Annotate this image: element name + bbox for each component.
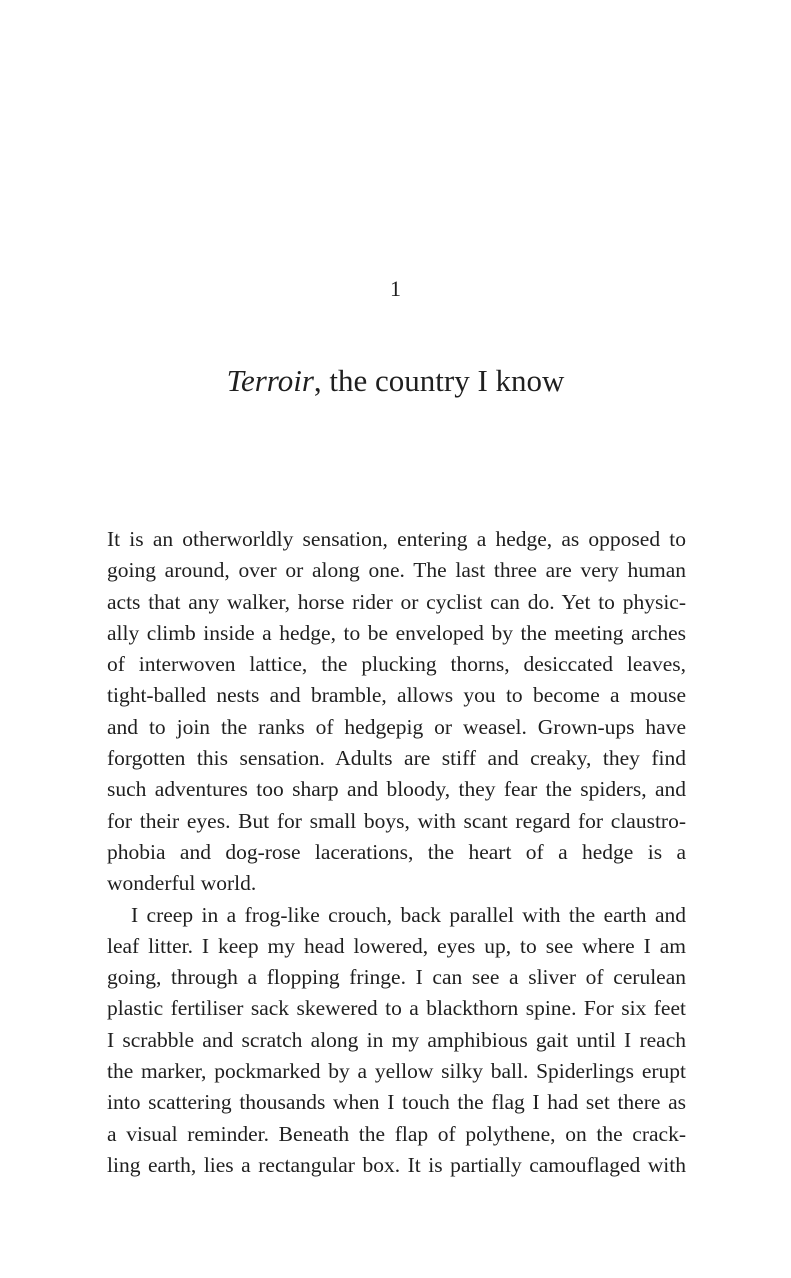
paragraph-1-line: wonderful world. — [107, 871, 257, 896]
paragraph-2-line: the marker, pockmarked by a yellow silky ball. Spiderlings erupt — [107, 1059, 686, 1084]
paragraph-2-line: I scrabble and scratch along in my amphibious gait until I reach — [107, 1027, 686, 1052]
paragraph-2-line: into scattering thousands when I touch the flag I had set there as — [107, 1090, 686, 1115]
paragraph-1-line: It is an otherworldly sensation, entering a hedge, as opposed to — [107, 527, 686, 551]
paragraph-1-line: acts that any walker, horse rider or cyclist can do. Yet to physic- — [107, 589, 686, 614]
paragraph-1-line: for their eyes. But for small boys, with scant regard for claustro- — [107, 808, 686, 833]
paragraph-1-line: and to join the ranks of hedgepig or weasel. Grown-ups have — [107, 714, 686, 739]
paragraph-2-line: I creep in a frog-like crouch, back parallel with the earth and — [131, 902, 686, 927]
paragraph-1-line: forgotten this sensation. Adults are stiff and creaky, they find — [107, 746, 686, 771]
body-text — [107, 524, 686, 1181]
paragraph-1-line: ally climb inside a hedge, to be enveloped by the meeting arches — [107, 620, 686, 645]
chapter-title-rest: , the country I know — [313, 363, 565, 398]
paragraph-1-line: going around, over or along one. The last three are very human — [107, 558, 686, 583]
paragraph-2-line: going, through a flopping fringe. I can see a sliver of cerulean — [107, 965, 686, 990]
chapter-title-italic: Terroir — [226, 363, 314, 398]
paragraph-1-line: phobia and dog-rose lacerations, the heart of a hedge is a — [107, 839, 686, 864]
paragraph-2-line: leaf litter. I keep my head lowered, eyes up, to see where I am — [107, 933, 686, 958]
paragraph-1-line: of interwoven lattice, the plucking thorns, desiccated leaves, — [107, 652, 686, 677]
paragraph-2-line: a visual reminder. Beneath the flap of polythene, on the crack- — [107, 1121, 686, 1146]
paragraph-1-line: such adventures too sharp and bloody, they fear the spiders, and — [107, 777, 686, 802]
chapter-number: 1 — [390, 276, 401, 301]
paragraph-2-line: plastic fertiliser sack skewered to a blackthorn spine. For six feet — [107, 996, 686, 1021]
paragraph-1-line: tight-balled nests and bramble, allows you to become a mouse — [107, 683, 686, 708]
paragraph-2-line: ling earth, lies a rectangular box. It is partially camouflaged with — [107, 1152, 686, 1177]
chapter-title — [0, 362, 791, 400]
